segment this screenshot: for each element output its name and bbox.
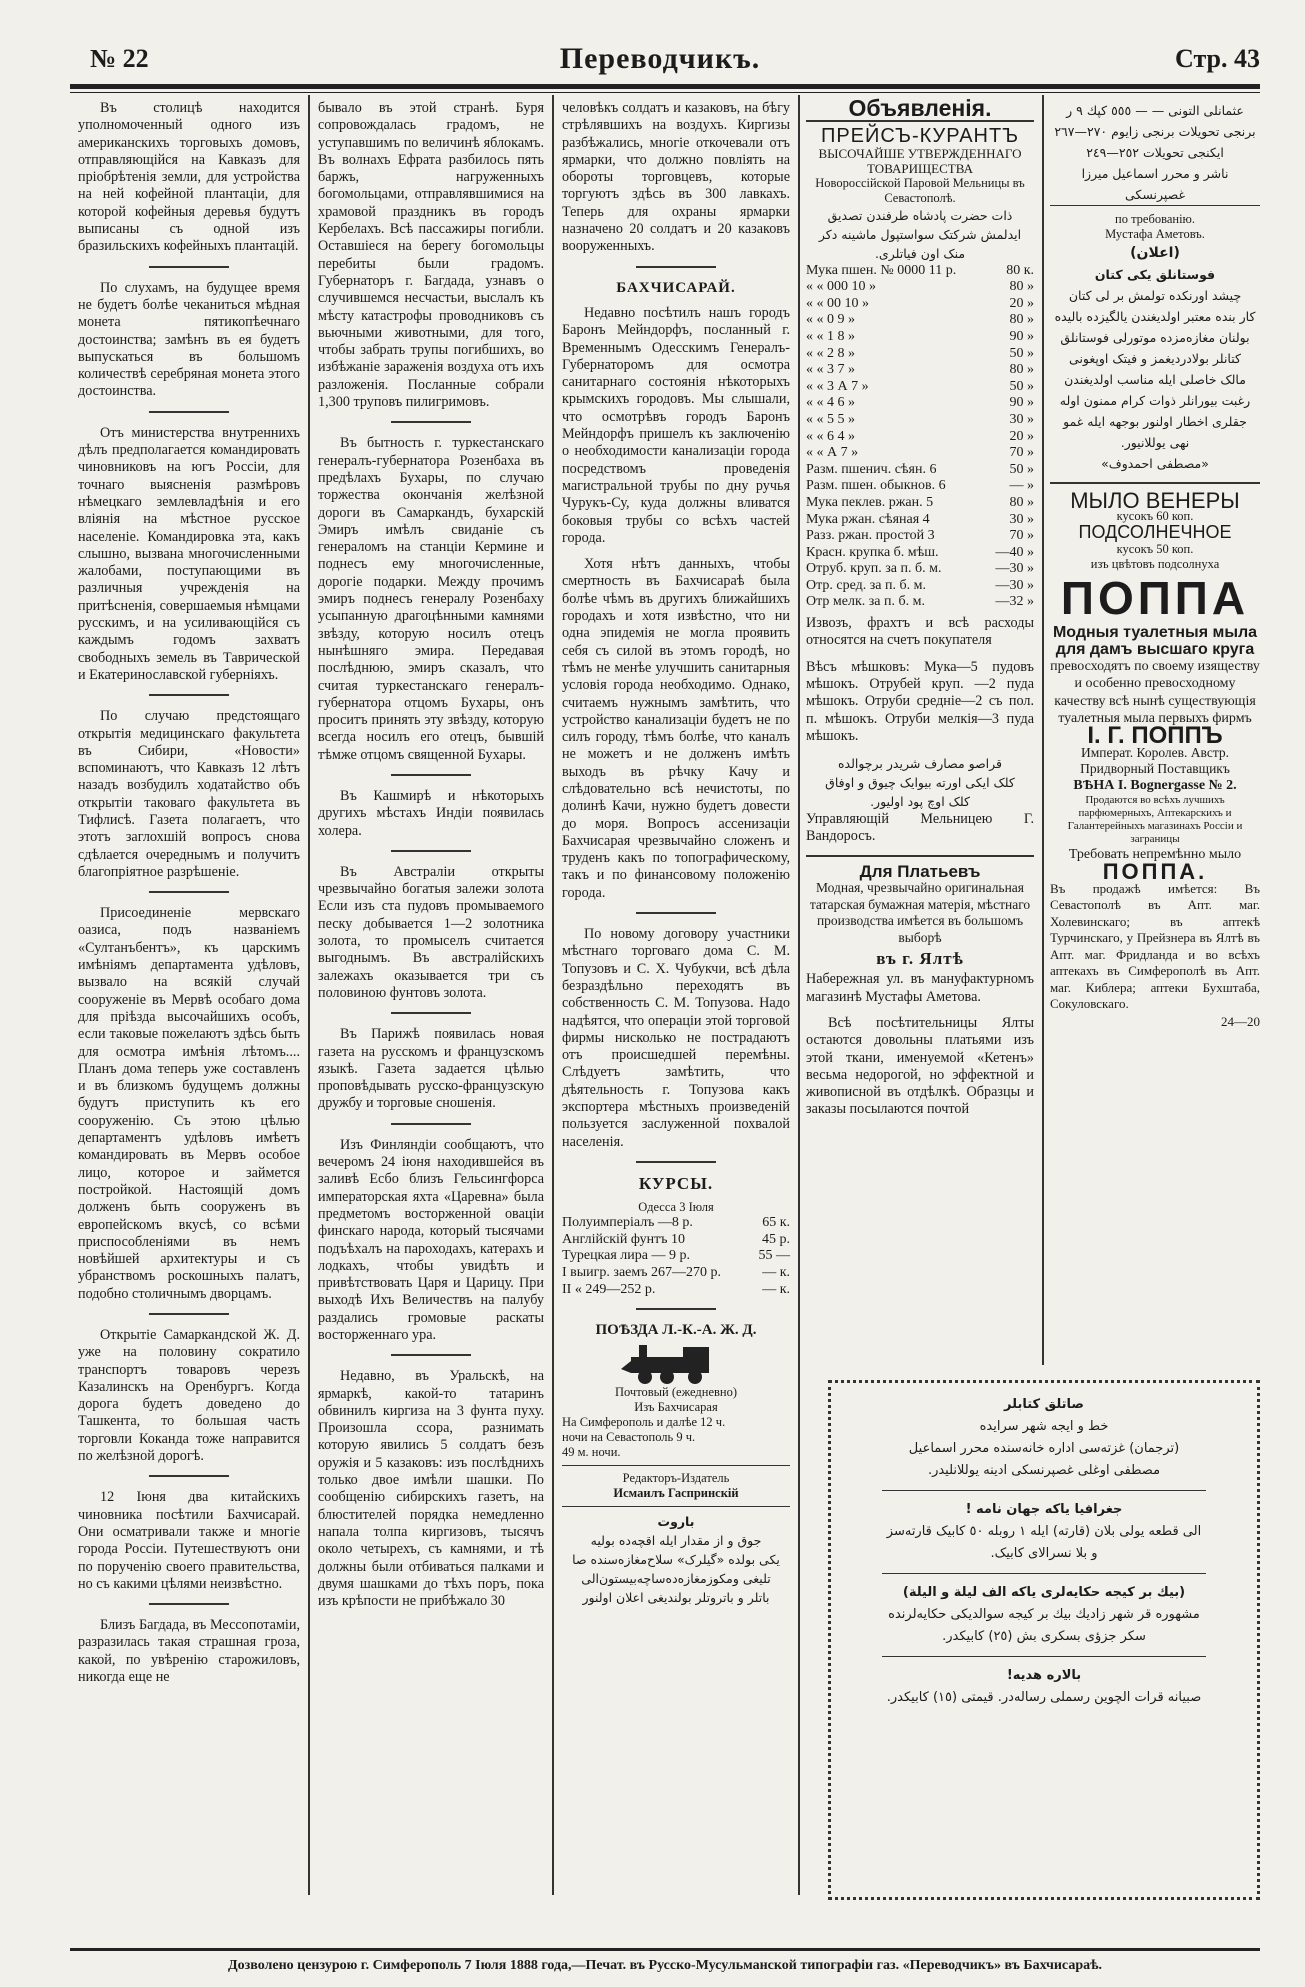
price-row: Отр мелк. за п. б. м. —32 »	[806, 594, 1034, 610]
yalta-address: Набережная ул. въ мануфактурномъ магазинѣ Мустафы Аметова.	[806, 971, 1034, 1005]
divider	[882, 1490, 1206, 1491]
price-row: Мука ржан. сѣяная 4 30 »	[806, 511, 1034, 527]
masthead	[60, 40, 1260, 84]
mill-brand: ПРЕЙСЪ-КУРАНТЪ	[820, 125, 1020, 148]
price-row: « « 000 10 » 80 »	[806, 279, 1034, 295]
popp-brand: І. Г. ПОППЪ	[1087, 722, 1223, 750]
column-divider	[1042, 95, 1044, 1365]
column-1	[78, 100, 300, 1695]
divider	[882, 1573, 1206, 1574]
kursy-row: І выигр. заемъ 267—270 р. — к.	[562, 1265, 790, 1280]
separator	[391, 1123, 471, 1125]
train-from: Изъ Бахчисарая	[634, 1400, 718, 1415]
yalta-heading: въ г. Ялтѣ	[876, 949, 964, 969]
article: Въ бытность г. туркестанскаго генералъ-губернатора Розенбаха въ предѣлахъ Бухары, по случаю торжества окончанія желѣзной дороги въ Самаркандъ, бухарскій Эмиръ имѣлъ свиданіе съ генераломъ на станціи Кермине и поднесъ ему многочисленные, дорогіе подарки. Между прочимъ эмиръ поднесъ генералу Розенбаху усыпанную драгоцѣнными камнями звѣзду, которую носилъ отецъ нынѣшняго эмира. Передавая послѣднюю, эмиръ сказалъ, что считая туркестанскаго генералъ-губернатора отцомъ Бухары, онъ проситъ принять эту звѣзду, которую всегда носилъ его отецъ, бывшій тѣмже отцомъ священной Бухары.	[318, 435, 544, 763]
by-request: по требованію.	[1115, 212, 1195, 226]
train-line: 49 м. ночи.	[562, 1445, 621, 1460]
masthead-rule-thin	[70, 92, 1260, 93]
mill-arabic: ذات حضرت پادشاه طرفندن تصدیق ایدلمش شرکتک سواستپول ماشینه دکر منک اون فیاتلری.	[818, 207, 1022, 261]
article: Близъ Багдада, въ Мессопотаміи, разразилась такая страшная гроза, какой, по увѣренію старожиловъ, никогда еще не	[78, 1617, 300, 1686]
kursy-row: Полуимперіалъ —8 р. 65 к.	[562, 1215, 790, 1231]
separator	[149, 694, 229, 696]
mill-sub2: Новороссійской Паровой Мельницы въ Севастополѣ.	[815, 175, 1025, 205]
kursy-table	[562, 1215, 790, 1298]
weight-note: Вѣсъ мѣшковъ: Мука—5 пудовъ мѣшокъ. Отрубей круп. —2 пуда мѣшокъ. Отруби средніе—2 съ пол. п. мѣшокъ. Отруби мелкія—3 пуда мѣшокъ.	[806, 658, 1034, 744]
article: По слухамъ, на будущее время не будетъ болѣе чеканиться мѣдная монета пятикопѣечнаго достоинства; замѣнъ въ ея будетъ выпускаться въ большомъ количествѣ серебряная монета этого достоинства.	[78, 279, 300, 400]
separator	[636, 1308, 716, 1310]
poppa-logo: ПОППА	[1060, 571, 1250, 624]
dress-heading: Для Платьевъ	[859, 861, 981, 881]
yalta-text: Всѣ посѣтительницы Ялты остаются довольны платьями изъ этой ткани, именуемой «Кетенъ» весьма недорогой, но эффектной и живописной въ отдѣлкѣ. Образцы и заказы посылаются почтой	[806, 1014, 1034, 1118]
column-divider	[552, 95, 554, 1895]
gunpowder-ad: باروت جوق و از مقدار ایله اقچه‌ده بولیه یکی بولده «گیلرک» سلاح‌مغازه‌سنده صا تلیغی ومکوزمغازه‌ده‌ساچه‌بیستون‌الی باتلر و باتروتلر بولندیغی اعلان اولنور	[572, 1514, 780, 1606]
separator	[149, 1475, 229, 1477]
article: Присоединеніе мервскаго оазиса, подъ названіемъ «Султанъбентъ», къ царскимъ имѣніямъ департамента удѣловъ, вызвало на всякій случай сооруженіе въ Мервѣ особаго дома для пріѣзда высочайшихъ особъ, если таковые пожелаютъ здѣсь быть для осмотра имѣнія лѣтомъ.... Планъ дома теперь уже составленъ и въ близкомъ будущемъ должны будутъ приступить къ его сооруженію. Съ этою цѣлью департаментъ удѣловъ имѣетъ командировать въ Мервъ особое лицо, которое и займется постройкой. Настоящій домъ долженъ быть сооруженъ въ европейскомъ вкусѣ, со всѣми приспособленіями въ немъ новѣйшей архитектуры и съ убранствомъ роскошныхъ палатъ, подобно столичнымъ дворцамъ.	[78, 905, 300, 1302]
divider	[562, 1506, 790, 1507]
column-divider	[308, 95, 310, 1895]
column-2	[318, 100, 544, 1619]
separator	[149, 411, 229, 413]
mill-manager: Управляющій Мельницею Г. Вандоросъ.	[806, 811, 1034, 845]
fabric-ad: فوستانلق یکی کتان چیشد اورنکده تولمش بر لی کتان کار بنده معتبر اولدیغندن یالگیزده بالیده بولنان مغازه‌مزده موتورلی فوستانلق کتانلر بولادردیغمز و فیتک اوپغونی مالک خاصلی ایله مناسب اولدیغندن رغبت بیورانلر ذوات کرام ممنون اوله جقلری اخطار اولنور بوجهه ایله غمو نهی یوللانیور. «مصطفی احمدوف»	[1054, 267, 1256, 471]
price-list	[806, 263, 1034, 611]
require-soap: Требовать непремѣнно мыло	[1068, 846, 1242, 862]
poppa-logo-2: ПОППА.	[1102, 859, 1208, 885]
train-sub: Почтовый (ежедневно)	[614, 1385, 738, 1400]
locomotive-icon	[621, 1339, 731, 1385]
separator	[636, 1161, 716, 1163]
divider	[1050, 482, 1260, 484]
kursy-subtitle: Одесса 3 Іюля	[638, 1200, 714, 1215]
soap-sunflower-price: кусокъ 50 коп.	[1116, 541, 1194, 556]
price-row: « « 6 4 » 20 »	[806, 428, 1034, 444]
article: Хотя нѣтъ данныхъ, чтобы смертность въ Бахчисараѣ была болѣе чѣмъ въ другихъ ближайшихъ городахъ и хотя извѣстно, что ни одна эпидемія не могла проявить себя съ силой въ этомъ городѣ, но тѣмъ не менѣе улучшить санитарныя условія города необходимо. Однако, считаемъ нужнымъ замѣтить, что устройство канализаціи будетъ не по силъ городу, тѣмъ болѣе, что каналъ не можетъ и не долженъ имѣть выходъ въ рѣчку Качу и слѣдовательно всѣ нечистоты, по долинѣ Качи, нужно будетъ довести до моря. Вопросъ ассенизаціи Бахчисарая чрезвычайно сложенъ и труденъ какъ по топографическому, такъ и по финансовому положенію города.	[562, 556, 790, 901]
price-row: « « 4 6 » 90 »	[806, 395, 1034, 411]
article: Недавно, въ Уральскѣ, на ярмаркѣ, какой-то татаринъ обвинилъ киргиза на 3 фунта пуху. Произошла ссора, разнимать которую явились 5 солдатъ безъ оружія и 5 казаковъ: изъ послѣднихъ только двое имѣли шашки. По сообщенію сибирскихъ газетъ, на блюстителей порядка немедленно напала толпа киргизовъ, тысячъ около четырехъ, съ камнями, и тѣ должны были отбиваться палками и двумя шашками до тѣхъ поръ, пока изъ крѣпости не прибѣжало 30	[318, 1368, 544, 1610]
price-row: Отр. сред. за п. б. м. —30 »	[806, 577, 1034, 593]
vienna-address: ВѢНА І. Bognergasse № 2.	[1073, 777, 1237, 793]
books-ad-box	[828, 1380, 1260, 1900]
train-title: ПОѢЗДА Л.-К.-А. Ж. Д.	[595, 1322, 757, 1339]
article: Въ столицѣ находится уполномоченный одного изъ американскихъ торговыхъ домовъ, отправляющійся на Кавказъ для пріобрѣтенія земли, для устройства на ней кофейной плантаціи, для которой кофейныя деревья будутъ выписаны съ одной изъ бразильскихъ кофейныхъ плантацій.	[78, 100, 300, 255]
separator	[391, 850, 471, 852]
separator	[391, 1012, 471, 1014]
article: 12 Іюня два китайскихъ чиновника посѣтили Бахчисарай. Они осматривали также и многіе города Россіи. Путешествуютъ они по порученію своего правительства, но съ какими цѣлями неизвѣстно.	[78, 1489, 300, 1592]
imperial-supplier: Императ. Королев. Австр. Придворный Поставщикъ	[1080, 744, 1230, 776]
separator	[149, 266, 229, 268]
signed-by: Мустафа Аметовъ.	[1105, 227, 1205, 241]
price-row: Мука пшен. № 0000 11 р. 80 к.	[806, 262, 1034, 278]
price-row: « « 3 7 » 80 »	[806, 362, 1034, 378]
soap-text: превосходятъ по своему изяществу и особенно превосходному качеству всѣ нынѣ существующія туалетныя мыла первыхъ фирмъ	[1050, 659, 1260, 727]
mill-arabic-2: قراصو مصارف شریدر برچوالده کلک ایکی اورته بیوایک چیوق و اوفاق کلک اوچ پود اولیور.	[825, 756, 1015, 810]
price-row: « « 2 8 » 50 »	[806, 345, 1034, 361]
footer-rule	[70, 1948, 1260, 1951]
soap-shops: Въ продажѣ имѣется: Въ Севастополѣ въ Апт. маг. Холевинскаго; въ аптекѣ Турчинскаго, у Прейзнера въ Ялтѣ въ Апт. маг. Фридланда и во всѣхъ аптекахъ въ Симферополѣ въ Апт. маг. Киблера; аптеки Бухштаба, Сокуловскаго.	[1050, 880, 1260, 1012]
separator	[636, 266, 716, 268]
separator	[149, 1603, 229, 1605]
newspaper-title: Переводчикъ.	[559, 42, 761, 75]
column-5	[1050, 100, 1260, 1030]
sold-at: Продаются во всѣхъ лучшихъ парфюмерныхъ, Аптекарскихъ и Галантерейныхъ магазинахъ Россіи и заграницы	[1067, 793, 1243, 845]
soap-sunflower: ПОДСОЛНЕЧНОЕ	[1078, 522, 1232, 543]
soap-venus: МЫЛО ВЕНЕРЫ	[1070, 488, 1240, 513]
article: Изъ Финляндіи сообщаютъ, что вечеромъ 24 іюня находившейся въ заливѣ Есбо близъ Гельсингфорса императорская яхта «Царевна» была предметомъ восторженной оваціи финскаго народа, который тысячами подъѣхалъ на пароходахъ, катерахъ и лодкахъ, чтобы увидѣть и привѣтствовать Царя и Царицу. При выходѣ Ихъ Величествъ на палубу раздались громовые раскаты восторженнаго ура.	[318, 1136, 544, 1343]
kursy-row: II « 249—252 р. — к.	[562, 1281, 790, 1297]
article: По случаю предстоящаго открытія медицинскаго факультета въ Сибири, «Новости» вспоминаютъ, что Кавказъ 12 лѣтъ назадъ возбудилъ ходатайство объ открытіи таковаго факультета въ Тифлисѣ. Газета полагаетъ, что этотъ заглохшій вопросъ снова сдѣлается очереднымъ и получитъ благопріятное разрѣшеніе.	[78, 708, 300, 880]
separator	[149, 1313, 229, 1315]
kursy-title: КУРСЫ.	[638, 1173, 714, 1193]
price-row: Отруб. круп. за п. б. м. —30 »	[806, 561, 1034, 577]
article: человѣкъ солдатъ и казаковъ, на бѣгу стрѣлявшихъ на воздухъ. Киргизы разбѣжались, многіе откочевали отъ ярмарки, что должно повліять на обороты торговцевъ, которые торгуютъ здѣсь въ 300 лавкахъ. Теперь для охраны ярмарки назначено 20 солдатъ и 20 казаковъ вооруженныхъ.	[562, 100, 790, 255]
article: Въ Кашмирѣ и нѣкоторыхъ другихъ мѣстахъ Индіи появилась холера.	[318, 787, 544, 839]
separator	[149, 891, 229, 893]
separator	[391, 421, 471, 423]
editor-label: Редакторъ-Издатель	[622, 1471, 730, 1486]
separator	[391, 774, 471, 776]
column-divider	[798, 95, 800, 1895]
soap-ladies: для дамъ высшаго круга	[1055, 640, 1255, 658]
soap-from: изъ цвѣтовъ подсолнуха	[1090, 556, 1220, 571]
price-row: Разм. пшенич. сѣян. 6 50 »	[806, 461, 1034, 477]
section-heading: БАХЧИСАРАЙ.	[616, 279, 736, 296]
dress-text: Модная, чрезвычайно оригинальная татарская бумажная матерія, мѣстнаго производства имѣется въ большомъ выборѣ	[809, 880, 1031, 945]
separator	[636, 912, 716, 914]
books-ad: صاتلق کتابلر خط و ایجه شهر سرایده (ترجمان) غزته‌سی اداره خانه‌سنده‌ محرر اسماعیل مصطفی اوغلی غصپرنسکی ادینه یوللانلیدر. جغرافیا یاکه جهان نامه ! الی قطعه یولی بلان (قارته) ایله ١ روبله ٥٠ کابیک قارته‌سز و بلا نسرالای کابیک. (بیك بر کیجه حکایه‌لری یاکه الف لیلة و الیلة) مشهوره قر شهر زادیك بیك بر کیجه سوالدیکی حکایه‌لرنده سکر جزؤی بسکری بش (٢٥) کابیکدر. بالاره هدیه! صبیانه قرات الچوین رسملی رساله‌در. قیمتی (١٥) کابیکدر.	[842, 1394, 1246, 1886]
ads-heading: Объявленія.	[806, 100, 1034, 122]
editor-name: Исмаилъ Гаспринскій	[613, 1486, 739, 1501]
mill-sub: ВЫСОЧАЙШЕ УТВЕРЖДЕННАГО ТОВАРИЩЕСТВА	[818, 145, 1022, 176]
soap-venus-price: кусокъ 60 коп.	[1116, 509, 1194, 524]
price-row: « « 00 10 » 20 »	[806, 295, 1034, 311]
masthead-rule	[70, 84, 1260, 89]
price-row: « « 1 8 » 90 »	[806, 328, 1034, 344]
kursy-row: Турецкая лира — 9 р. 55 —	[562, 1248, 790, 1264]
column-3	[562, 100, 790, 1607]
price-row: Разз. ржан. простой 3 70 »	[806, 528, 1034, 544]
issue-number: № 22	[90, 44, 149, 73]
price-row: « « А 7 » 70 »	[806, 445, 1034, 461]
separator	[391, 1354, 471, 1356]
kursy-row: Англійскій фунтъ 10 45 р.	[562, 1231, 790, 1247]
article: Отъ министерства внутреннихъ дѣлъ предполагается командировать чиновниковъ на югъ Россіи, для точнаго выясненія размѣровъ нѣмецкаго землевладѣнія и его вліянія на мѣстное русское населеніе. Командировка эта, какъ слышно, вызвана многочисленными жалобами, поступающими въ различныя учрежденія на притѣсненія, совершаемыя нѣмцами русскимъ, и на усиливающійся съ каждымъ годомъ захватъ свободныхъ земель въ Таврической и Екатеринославской губерніяхъ.	[78, 424, 300, 683]
price-row: « « 5 5 » 30 »	[806, 411, 1034, 427]
soap-fashion: Модныя туалетныя мыла	[1052, 623, 1258, 641]
article: Недавно посѣтилъ нашъ городъ Баронъ Мейндорфъ, посланный г. Временнымъ Одесскимъ Генералъ-Губернаторомъ для осмотра санитарнаго состоянія нѣкоторыхъ крымскихъ городовъ. Мы слышали, что осмотрѣвъ городъ Баронъ Мейндорфъ пришелъ къ заключенію о необходимости канализаціи города посредствомъ проведенія магистральной трубы по дну ручья Чурукъ-Су, куда должны вливатся боковыя трубы со всѣхъ частей города.	[562, 304, 790, 546]
price-row: Красн. крупка б. мѣш. —40 »	[806, 544, 1034, 560]
price-row: Разм. пшен. обыкнов. 6 — »	[806, 478, 1034, 494]
train-line: ночи на Севастополь 9 ч.	[562, 1430, 696, 1445]
ad-code: 24—20	[1221, 1013, 1260, 1029]
ilan-heading: (اعلان)	[1130, 245, 1180, 261]
price-row: « « 0 9 » 80 »	[806, 312, 1034, 328]
article: Открытіе Самаркандской Ж. Д. уже на половину сократило транспортъ товаровъ черезъ Казалинскъ на Оренбургъ. Когда дорога будетъ доведено до Ташкента, то большая часть торговли Коканда тоже направится по желѣзной дорогѣ.	[78, 1327, 300, 1465]
page-number: Стр. 43	[1175, 44, 1260, 73]
censor-footer: Дозволено цензурою г. Симферополь 7 Іюля 1888 года,—Печат. въ Русско-Мусульманской типографіи газ. «Переводчикъ» въ Бахчисараѣ.	[227, 1958, 1103, 1973]
train-line: На Симферополь и далѣе 12 ч.	[562, 1415, 726, 1430]
divider	[562, 1465, 790, 1466]
ottoman-rates: عثمانلی التونی — — ٥٥٥ کپك ٩ ر برنجی تحویلات برنجی زایوم ٢٧٠—٢٦٧ ایکنجی تحویلات ٢٥٢—٢٤٩ ناشر و محرر اسماعیل میرزا غصپرنسکی	[1050, 100, 1260, 206]
price-row: Мука пеклев. ржан. 5 80 »	[806, 494, 1034, 510]
price-row: « « 3 А 7 » 50 »	[806, 378, 1034, 394]
divider	[806, 855, 1034, 857]
article: бывало въ этой странѣ. Буря сопровождалась градомъ, не уступавшимъ по величинѣ яблокамъ. Въ волнахъ Ефрата разбилось пять баржъ, нагруженныхъ богомольцами, отправлявшимися на храмовой праздникъ въ городъ Кербелахъ. Всѣ пассажиры погибли. Оставшіеся на берегу богомольцы перебиты были градомъ. Губернаторъ г. Багдада, узнавъ о случившемся несчастьи, выслалъ къ мѣсту катастрофы проводниковъ съ вьючными животными, для того, чтобы забрать трупы погибшихъ, во избѣжаніе зараженія воздуха отъ ихъ разложенія. Посланные собрали 1,300 труповъ пилигримовъ.	[318, 100, 544, 411]
article: Въ Австраліи открыты чрезвычайно богатыя залежи золота Если изъ ста пудовъ промываемого песку добывается 1—2 золотника золота, то промыселъ считается выгоднымъ. Въ австралійскихъ залежахъ оказывается три съ половиною фунтовъ золота.	[318, 863, 544, 1001]
article: По новому договору участники мѣстнаго торговаго дома С. М. Топузовъ и С. Х. Чубукчи, всѣ дѣла безраздѣльно переходятъ въ собственность С. М. Топузова. Надо надѣятся, что операціи этой торговой фирмы нисколько не пострадаютъ отъ происшедшей перемѣны. Слѣдуетъ замѣтить, что дѣятельность г. Топузова какъ экспортера мѣстныхъ произведеній пользуется заслуженной похвалой населенія.	[562, 926, 790, 1150]
article: Въ Парижѣ появилась новая газета на русскомъ и французскомъ языкѣ. Газета задается цѣлью проповѣдывать русско-французскую дружбу и торговые сношенія.	[318, 1026, 544, 1112]
column-4	[806, 95, 1034, 1128]
divider	[882, 1656, 1206, 1657]
price-note: Извозъ, фрахтъ и всѣ расходы относятся на счетъ покупателя	[806, 615, 1034, 649]
